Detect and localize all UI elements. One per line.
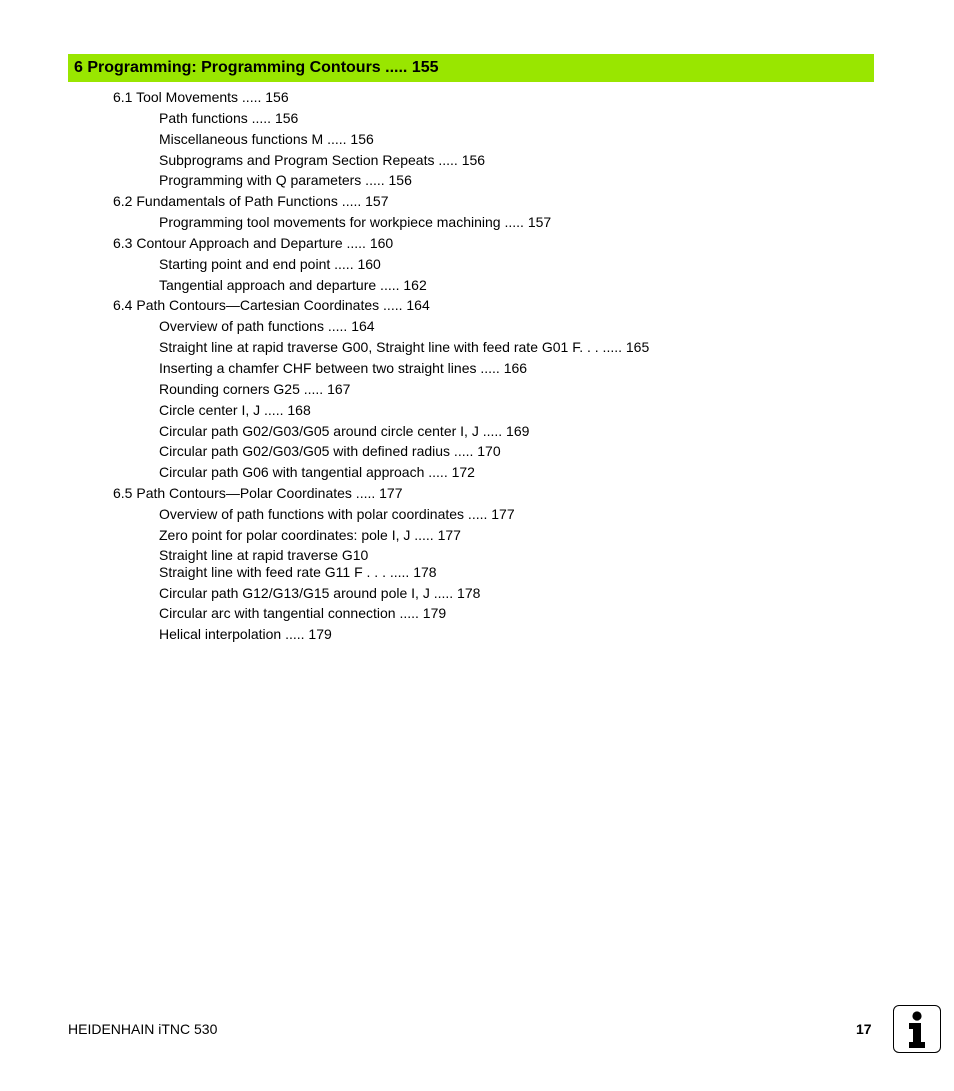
info-icon xyxy=(893,1005,941,1053)
toc-entry-text: Miscellaneous functions M ..... 156 xyxy=(159,130,374,147)
toc-entry-text: Overview of path functions with polar coordinates ..... 177 xyxy=(159,505,515,522)
toc-entry-text: 6.3 Contour Approach and Departure ..... 160 xyxy=(113,234,394,251)
toc-subsection-entry[interactable] xyxy=(0,603,954,624)
toc-subsection-entry[interactable] xyxy=(0,624,954,645)
toc-subsection-entry[interactable] xyxy=(0,379,954,400)
toc-entry-text: 6.1 Tool Movements ..... 156 xyxy=(113,89,289,105)
toc-subsection-entry[interactable] xyxy=(0,462,954,483)
toc-entry-text: Tangential approach and departure ..... 162 xyxy=(159,276,427,293)
toc-entry-text: Programming with Q parameters ..... 156 xyxy=(159,172,412,189)
toc-entry-text: 6.2 Fundamentals of Path Functions ..... 157 xyxy=(113,193,389,210)
toc-subsection-entry[interactable] xyxy=(0,358,954,379)
toc-entry-text: Inserting a chamfer CHF between two straight lines ..... 166 xyxy=(159,359,528,376)
toc-entry-text: Starting point and end point ..... 160 xyxy=(159,255,381,272)
toc-entry-text: Programming tool movements for workpiece machining ..... 157 xyxy=(159,214,552,231)
toc-entry-text: Circular path G12/G13/G15 around pole I, J ..... 178 xyxy=(159,584,481,601)
toc-section-entry[interactable] xyxy=(0,295,954,316)
table-of-contents xyxy=(0,87,954,645)
toc-entry-text: Circular path G02/G03/G05 around circle center I, J ..... 169 xyxy=(159,422,530,439)
toc-subsection-entry[interactable] xyxy=(0,583,954,604)
toc-entry-text: Circular path G02/G03/G05 with defined radius ..... 170 xyxy=(159,443,501,460)
toc-entry-text: Circular path G06 with tangential approach ..... 172 xyxy=(159,464,475,481)
toc-entry-text: Subprograms and Program Section Repeats ..... 156 xyxy=(159,151,486,168)
footer-manual-name: HEIDENHAIN iTNC 530 xyxy=(68,1021,218,1037)
toc-subsection-entry[interactable] xyxy=(0,212,954,233)
toc-entry-text: Zero point for polar coordinates: pole I, J ..... 177 xyxy=(159,526,461,543)
toc-subsection-entry[interactable] xyxy=(0,316,954,337)
toc-subsection-entry[interactable] xyxy=(0,504,954,525)
toc-subsection-entry[interactable] xyxy=(0,275,954,296)
toc-entry-text: Straight line at rapid traverse G10 xyxy=(159,546,369,563)
page-number: 17 xyxy=(856,1021,872,1037)
toc-entry-text: Straight line at rapid traverse G00, Straight line with feed rate G01 F. . . ..... 165 xyxy=(159,339,650,356)
toc-entry-text: Path functions ..... 156 xyxy=(159,109,299,126)
toc-entry-text: 6.4 Path Contours—Cartesian Coordinates ..... 164 xyxy=(113,297,430,314)
toc-subsection-entry[interactable] xyxy=(0,525,954,546)
toc-section-entry[interactable] xyxy=(0,87,954,108)
toc-entry-text: Overview of path functions ..... 164 xyxy=(159,318,375,335)
toc-subsection-entry[interactable] xyxy=(0,421,954,442)
toc-section-entry[interactable] xyxy=(0,233,954,254)
chapter-title[interactable]: 6 Programming: Programming Contours ..... 155 xyxy=(74,59,439,76)
toc-subsection-entry[interactable] xyxy=(0,129,954,150)
toc-entry-text: Helical interpolation ..... 179 xyxy=(159,626,332,643)
toc-section-entry[interactable] xyxy=(0,191,954,212)
toc-entry-text: 6.5 Path Contours—Polar Coordinates ..... 177 xyxy=(113,485,403,502)
info-glyph xyxy=(894,1006,939,1051)
toc-subsection-entry[interactable] xyxy=(0,337,954,358)
toc-subsection-entry[interactable] xyxy=(0,441,954,462)
toc-subsection-entry[interactable] xyxy=(0,170,954,191)
chapter-heading-bar xyxy=(68,54,874,82)
toc-subsection-entry[interactable] xyxy=(0,546,954,583)
toc-entry-text: Circle center I, J ..... 168 xyxy=(159,401,311,418)
toc-subsection-entry[interactable] xyxy=(0,400,954,421)
toc-subsection-entry[interactable] xyxy=(0,108,954,129)
toc-subsection-entry[interactable] xyxy=(0,254,954,275)
toc-section-entry[interactable] xyxy=(0,483,954,504)
toc-subsection-entry[interactable] xyxy=(0,150,954,171)
toc-entry-text: Rounding corners G25 ..... 167 xyxy=(159,380,351,397)
toc-entry-text: Straight line with feed rate G11 F . . . ..... 178 xyxy=(159,563,437,580)
toc-entry-text: Circular arc with tangential connection ..... 179 xyxy=(159,605,447,622)
